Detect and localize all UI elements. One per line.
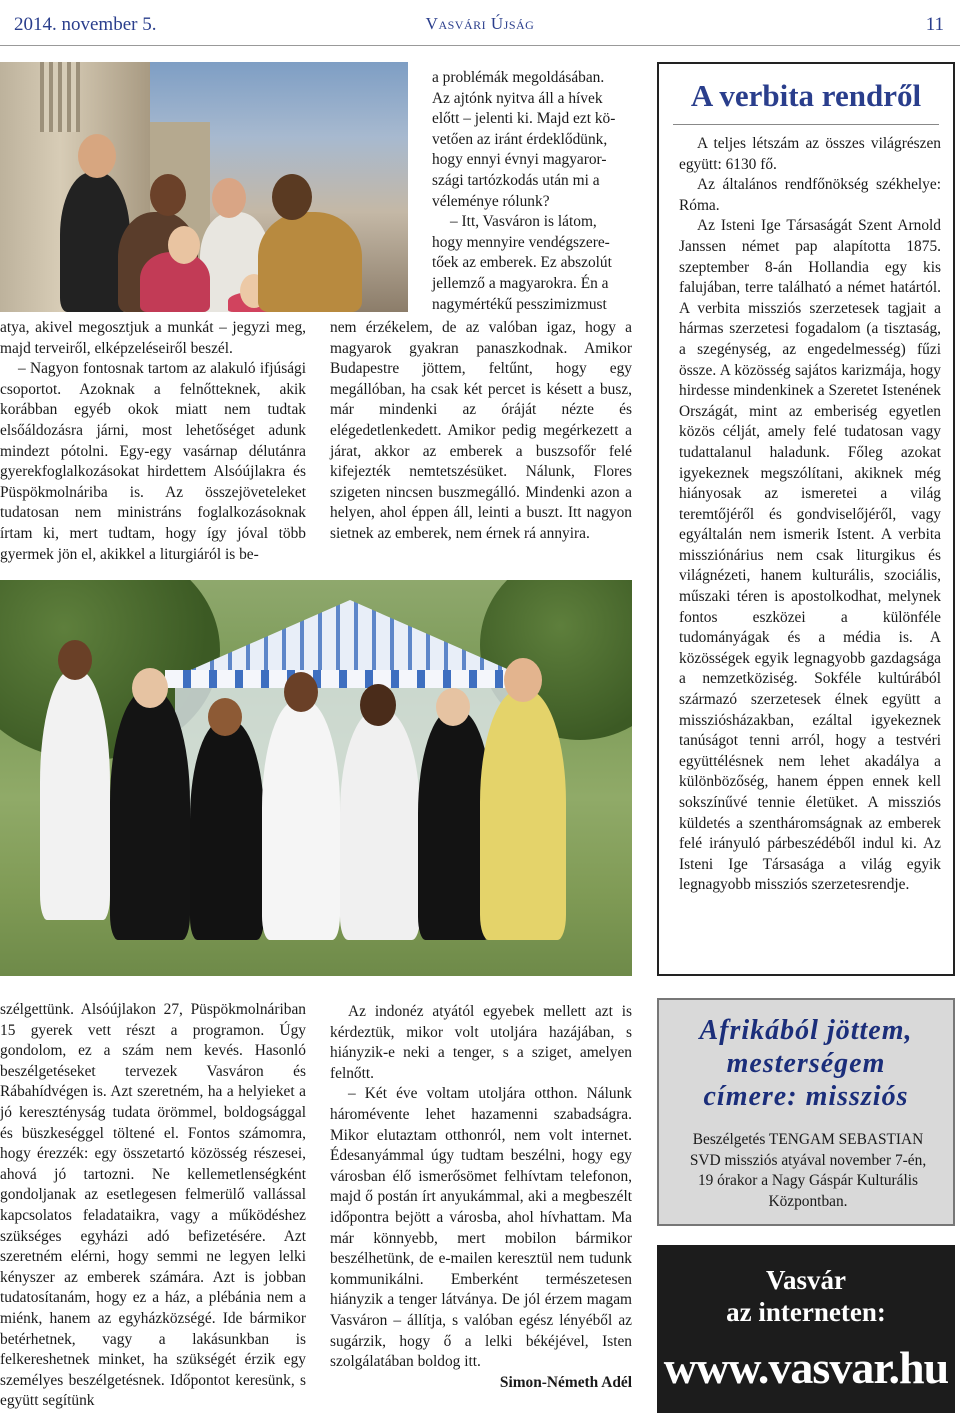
- box-paragraph: A teljes létszám az összes világrészen együtt: 6130 fő.: [679, 135, 941, 173]
- tent-band: [165, 670, 535, 688]
- box-body: [679, 134, 941, 896]
- promo-line: az interneten:: [726, 1297, 886, 1327]
- family-photo: [0, 62, 408, 312]
- author-name: Simon-Németh Adél: [499, 1373, 632, 1391]
- person-head: [212, 178, 246, 218]
- box-paragraph: Az Isteni Ige Társaságát Szent Arnold Janssen német pap alapította 1875. szeptember 8-án Hollandia egy kis falujában, terre található a német határtól. A verbita missziós szerzetesek tagjait a hármas szerzetesi fogadalom (a tisztaság, a szegénység, az engedelmesség) fűzi össze. A közösség sajátos karizmája, hogy hirdesse mindenkinek a Szeretet Istenének Országát, mint az emberiség egyetlen közös célját, amely felé tudatosan vagy tudattalanul haladunk. Főleg azokat igyekeznek megszólítani, akiknek még hiányosak az ismeretei a világ teremtőjéről és gondviselőjéről, vagy egyáltalán nem ismerik Istent. A verbita missziónárius nem csak liturgikus és világnézeti, hanem kulturális, szociális, műszaki téren is apostolkodhat, melynek fontos eszközei a különféle tudományágak és a média is. A közösségek egyik legnagyobb gazdagsága a nemzetköziség. Sokféle kultúrából származó szerzetesek élnek együtt a missziósházakban, ezáltal igyekeznek tanúságot tenni arról, hogy a testvéri együttélésnek nem lehet akadálya a különbözőség, hanem éppen ennek kell sokszínűvé tennie életüket. A missziós küldetés a szentháromságnak az emberek felé irányuló párbeszédéből indul ki. Az Isteni Ige Társasága a világ egyik legnagyobb missziós szerzetesrendje.: [679, 217, 941, 894]
- text-line: szági tartózkodás után mi a: [432, 171, 600, 189]
- nun-figure: [190, 720, 264, 940]
- event-title: [669, 1014, 943, 1113]
- box-rule: [673, 124, 939, 125]
- event-title-line: címere: missziós: [703, 1081, 909, 1112]
- author-byline: [330, 1373, 632, 1394]
- person-head: [208, 698, 242, 736]
- event-title-line: Afrikából jöttem,: [699, 1015, 913, 1046]
- verbita-info-box: [657, 62, 955, 976]
- text-line: – Itt, Vasváron is látom,: [450, 213, 597, 231]
- text-line: Az ajtónk nyitva áll a hívek: [432, 89, 603, 107]
- text-line: hogy mennyire vendégszere-: [432, 233, 610, 251]
- church-tower: [40, 62, 80, 132]
- article-column-bottom-mid: [330, 1002, 632, 1393]
- person-head: [360, 684, 396, 726]
- website-promo-box: [657, 1245, 955, 1413]
- text-line: jellemző a magyarokra. Én a: [432, 274, 609, 292]
- text-line: a problémák megoldásában.: [432, 69, 605, 86]
- person-head: [58, 640, 92, 680]
- article-paragraph: nem érzékelem, de az valóban igaz, hogy a magyarok gyakran panaszkodnak. Amikor Budapestre jöttem, feltűnt, hogy egy megállóban, ha csak két percet is késett a busz, már mindenki az óráját nézte és elégedetlenkedett. Amikor pedig megérkezett a járat, akkor az emberek a buszsofőr felé kifejezték nemtetszésüket. Nálunk, Flores szigeten nincsen buszmegálló. Mindenki azon a helyen, ahol éppen áll, leinti a buszt. Itt nagyon sietnek az emberek, nem érnek rá annyira.: [330, 319, 632, 542]
- event-body: Beszélgetés TENGAM SEBASTIAN SVD missziós atyával november 7-én, 19 órakor a Nagy Gáspár Kulturális Központban.: [689, 1131, 927, 1210]
- person-head: [284, 672, 318, 712]
- article-paragraph: – Nagyon fontosnak tartom az alakuló ifjúsági csoportot. Azoknak a felnőtteknek, akik korábban egyéb okok miatt nem tudtak elsőáldozásra járni, most lehetőséget adunk mindezt pótolni. Egy-egy vasárnap délutánra gyerekfoglalkozásokat hirdettem Alsóújlakra és Püspökmolnáriba is. Az összejöveteleket tudatosan nem ministráns foglalkozásoknak írtam ki, mert tudtam, hogy így jóval több gyermek jön el, akikkel a liturgiáról is be-: [0, 360, 306, 563]
- header-rule: [0, 45, 960, 46]
- person-head: [168, 226, 200, 264]
- priest-figure: [262, 700, 340, 940]
- article-column-left-mid: [0, 318, 306, 565]
- person-head: [436, 688, 470, 726]
- text-line: véleménye rólunk?: [432, 192, 550, 210]
- article-column-bottom-left: [0, 1000, 306, 1412]
- person-head: [504, 658, 542, 702]
- promo-line: Vasvár: [765, 1265, 846, 1295]
- person-head: [272, 174, 312, 220]
- article-paragraph: Az indonéz atyától egyebek mellett azt is kérdeztük, mikor volt utoljára hazájában, s hiányzik-e neki a tenger, s a sziget, amelyen felnőtt.: [330, 1003, 632, 1082]
- article-paragraph: szélgettünk. Alsóújlakon 27, Püspökmolnáriban 15 gyerek vett részt a programon. Úgy gondolom, ez a szám nem kevés. Hasonló beszélgetéseket tervezek Vasváron és Rábahídvégen is. Azt szeretném, ha a helyieket a jó keresztényság tudata örömmel, boldogsággal és büszkeséggel töltené el. Fontos számomra, hogy érezzék: egy összetartó közösség részesei, ahová jó tartozni. Ne kellemetlenségként gondoljanak az esetlegesen felmerülő vallással kapcsolatos feladataikra, vagy a működéshez szükséges egyházi adó befizetésére. Azt szeretném elérni, hogy semmi ne legyen lelki kényszer az emberek számára. Azt is jobban tudatosítanám, hogy ez a ház, a plébánia nem a miénk, hanem az egyházközségé. Ide bármikor betérhetnek, vagy a lakásunkban is felkereshetnek minket, ha szükségét érzik egy személyes beszélgetésnek. Időpontot keresünk, s együtt segítünk: [0, 1001, 306, 1410]
- man-figure: [480, 690, 566, 940]
- page-number: 11: [925, 14, 944, 35]
- priest-figure: [40, 670, 110, 920]
- person-head: [150, 174, 186, 216]
- box-title: A verbita rendről: [690, 78, 922, 113]
- text-line: tőek az emberek. Ez abszolút: [432, 254, 612, 272]
- person-man-right: [258, 212, 362, 312]
- page-header: [0, 0, 960, 52]
- event-announcement-box: [657, 998, 955, 1226]
- box-paragraph: Az általános rendfőnökség székhelye: Róma.: [679, 176, 941, 214]
- newspaper-title: Vasvári Újság: [425, 14, 535, 33]
- issue-date: 2014. november 5.: [14, 14, 157, 35]
- website-link[interactable]: www.vasvar.hu: [663, 1342, 949, 1393]
- text-line: vetően az iránt érdeklődünk,: [432, 130, 608, 148]
- text-line: hogy ennyi évnyi magyaror-: [432, 151, 607, 169]
- article-paragraph: – Két éve voltam utoljára otthon. Nálunk háromévente lehet hazamenni szabadságra. Mikor elutaztam otthonról, nem volt internet. Édesanyámmal úgy tudtam beszélni, hogy egy városban élő ismerősömet felhívtam telefonon, majd ő postán írt anyukámmal, aki a megbeszélt időpontra bejött a városba, ahol hívhattam. Ma már könnyebb, mert mobilon bármikor beszélhetünk, de e-mailen keresztül nem tudunk kommunikálni. Emberként természetesen hiányzik a tenger látványa. De jól érzem magam Vasváron – állítja, s valóban egész lényéből az sugárzik, hogy ő a lelki békéjével, Isten szolgálatában boldog itt.: [330, 1085, 632, 1371]
- event-title-line: mesterségem: [726, 1048, 886, 1079]
- article-column-right-top: [432, 68, 632, 315]
- priest-figure: [340, 710, 420, 940]
- nun-figure: [110, 690, 190, 940]
- article-paragraph: atya, akivel megosztjuk a munkát – jegyzi meg, majd terveiről, elképzeléseiről beszél.: [0, 319, 306, 357]
- text-line: nagymértékű pesszimizmust: [432, 295, 607, 313]
- group-photo: [0, 580, 632, 976]
- person-head: [132, 668, 168, 708]
- person-head: [78, 134, 116, 178]
- article-column-right-mid: [330, 318, 632, 545]
- text-line: előtt – jelenti ki. Majd ezt kö-: [432, 110, 616, 128]
